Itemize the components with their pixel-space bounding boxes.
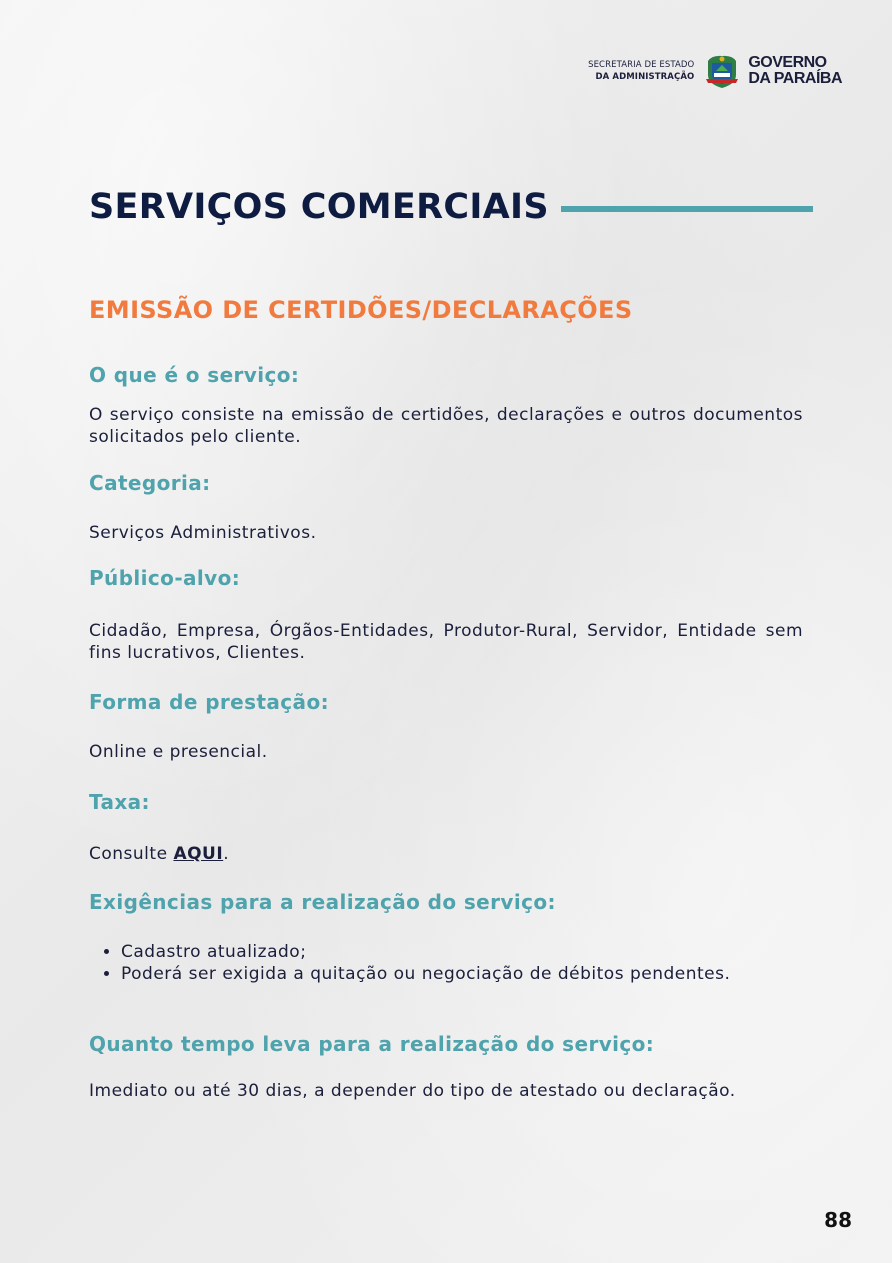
fee-heading: Taxa: <box>89 790 150 814</box>
header <box>588 50 842 92</box>
secretaria-line2: DA ADMINISTRAÇÃO <box>595 72 695 82</box>
coat-of-arms-icon <box>702 51 742 91</box>
category-heading: Categoria: <box>89 471 211 495</box>
time-text: Imediato ou até 30 dias, a depender do tipo de atestado ou declaração. <box>89 1081 736 1101</box>
governo-line2: DA PARAÍBA <box>748 70 842 87</box>
title-divider <box>561 206 813 212</box>
audience-text: Cidadão, Empresa, Órgãos-Entidades, Produtor-Rural, Servidor, Entidade sem fins lucrativos, Clientes. <box>89 621 803 663</box>
list-item: • Cadastro atualizado; <box>121 941 803 963</box>
requirements-heading: Exigências para a realização do serviço: <box>89 890 556 914</box>
page-number: 88 <box>824 1208 852 1232</box>
list-item: • Poderá ser exigida a quitação ou negociação de débitos pendentes. <box>121 963 803 985</box>
fee-link[interactable]: AQUI <box>173 844 224 864</box>
audience-heading: Público-alvo: <box>89 566 241 590</box>
fee-suffix: . <box>223 844 230 864</box>
fee-text <box>89 843 803 865</box>
title-row <box>89 187 813 227</box>
time-heading: Quanto tempo leva para a realização do serviço: <box>89 1032 655 1056</box>
requirements-list <box>89 941 803 985</box>
what-text: O serviço consiste na emissão de certidões, declarações e outros documentos solicitados pelo cliente. <box>89 405 803 447</box>
service-subtitle: EMISSÃO DE CERTIDÕES/DECLARAÇÕES <box>89 296 633 324</box>
category-text: Serviços Administrativos. <box>89 523 317 543</box>
page-title: SERVIÇOS COMERCIAIS <box>89 187 549 227</box>
secretaria-label <box>588 59 694 83</box>
delivery-text: Online e presencial. <box>89 742 268 762</box>
what-heading: O que é o serviço: <box>89 363 300 387</box>
delivery-heading: Forma de prestação: <box>89 690 329 714</box>
secretaria-line1: SECRETARIA DE ESTADO <box>588 60 695 70</box>
governo-logo <box>748 55 842 87</box>
fee-prefix: Consulte <box>89 844 174 864</box>
governo-line1: GOVERNO <box>748 54 827 71</box>
